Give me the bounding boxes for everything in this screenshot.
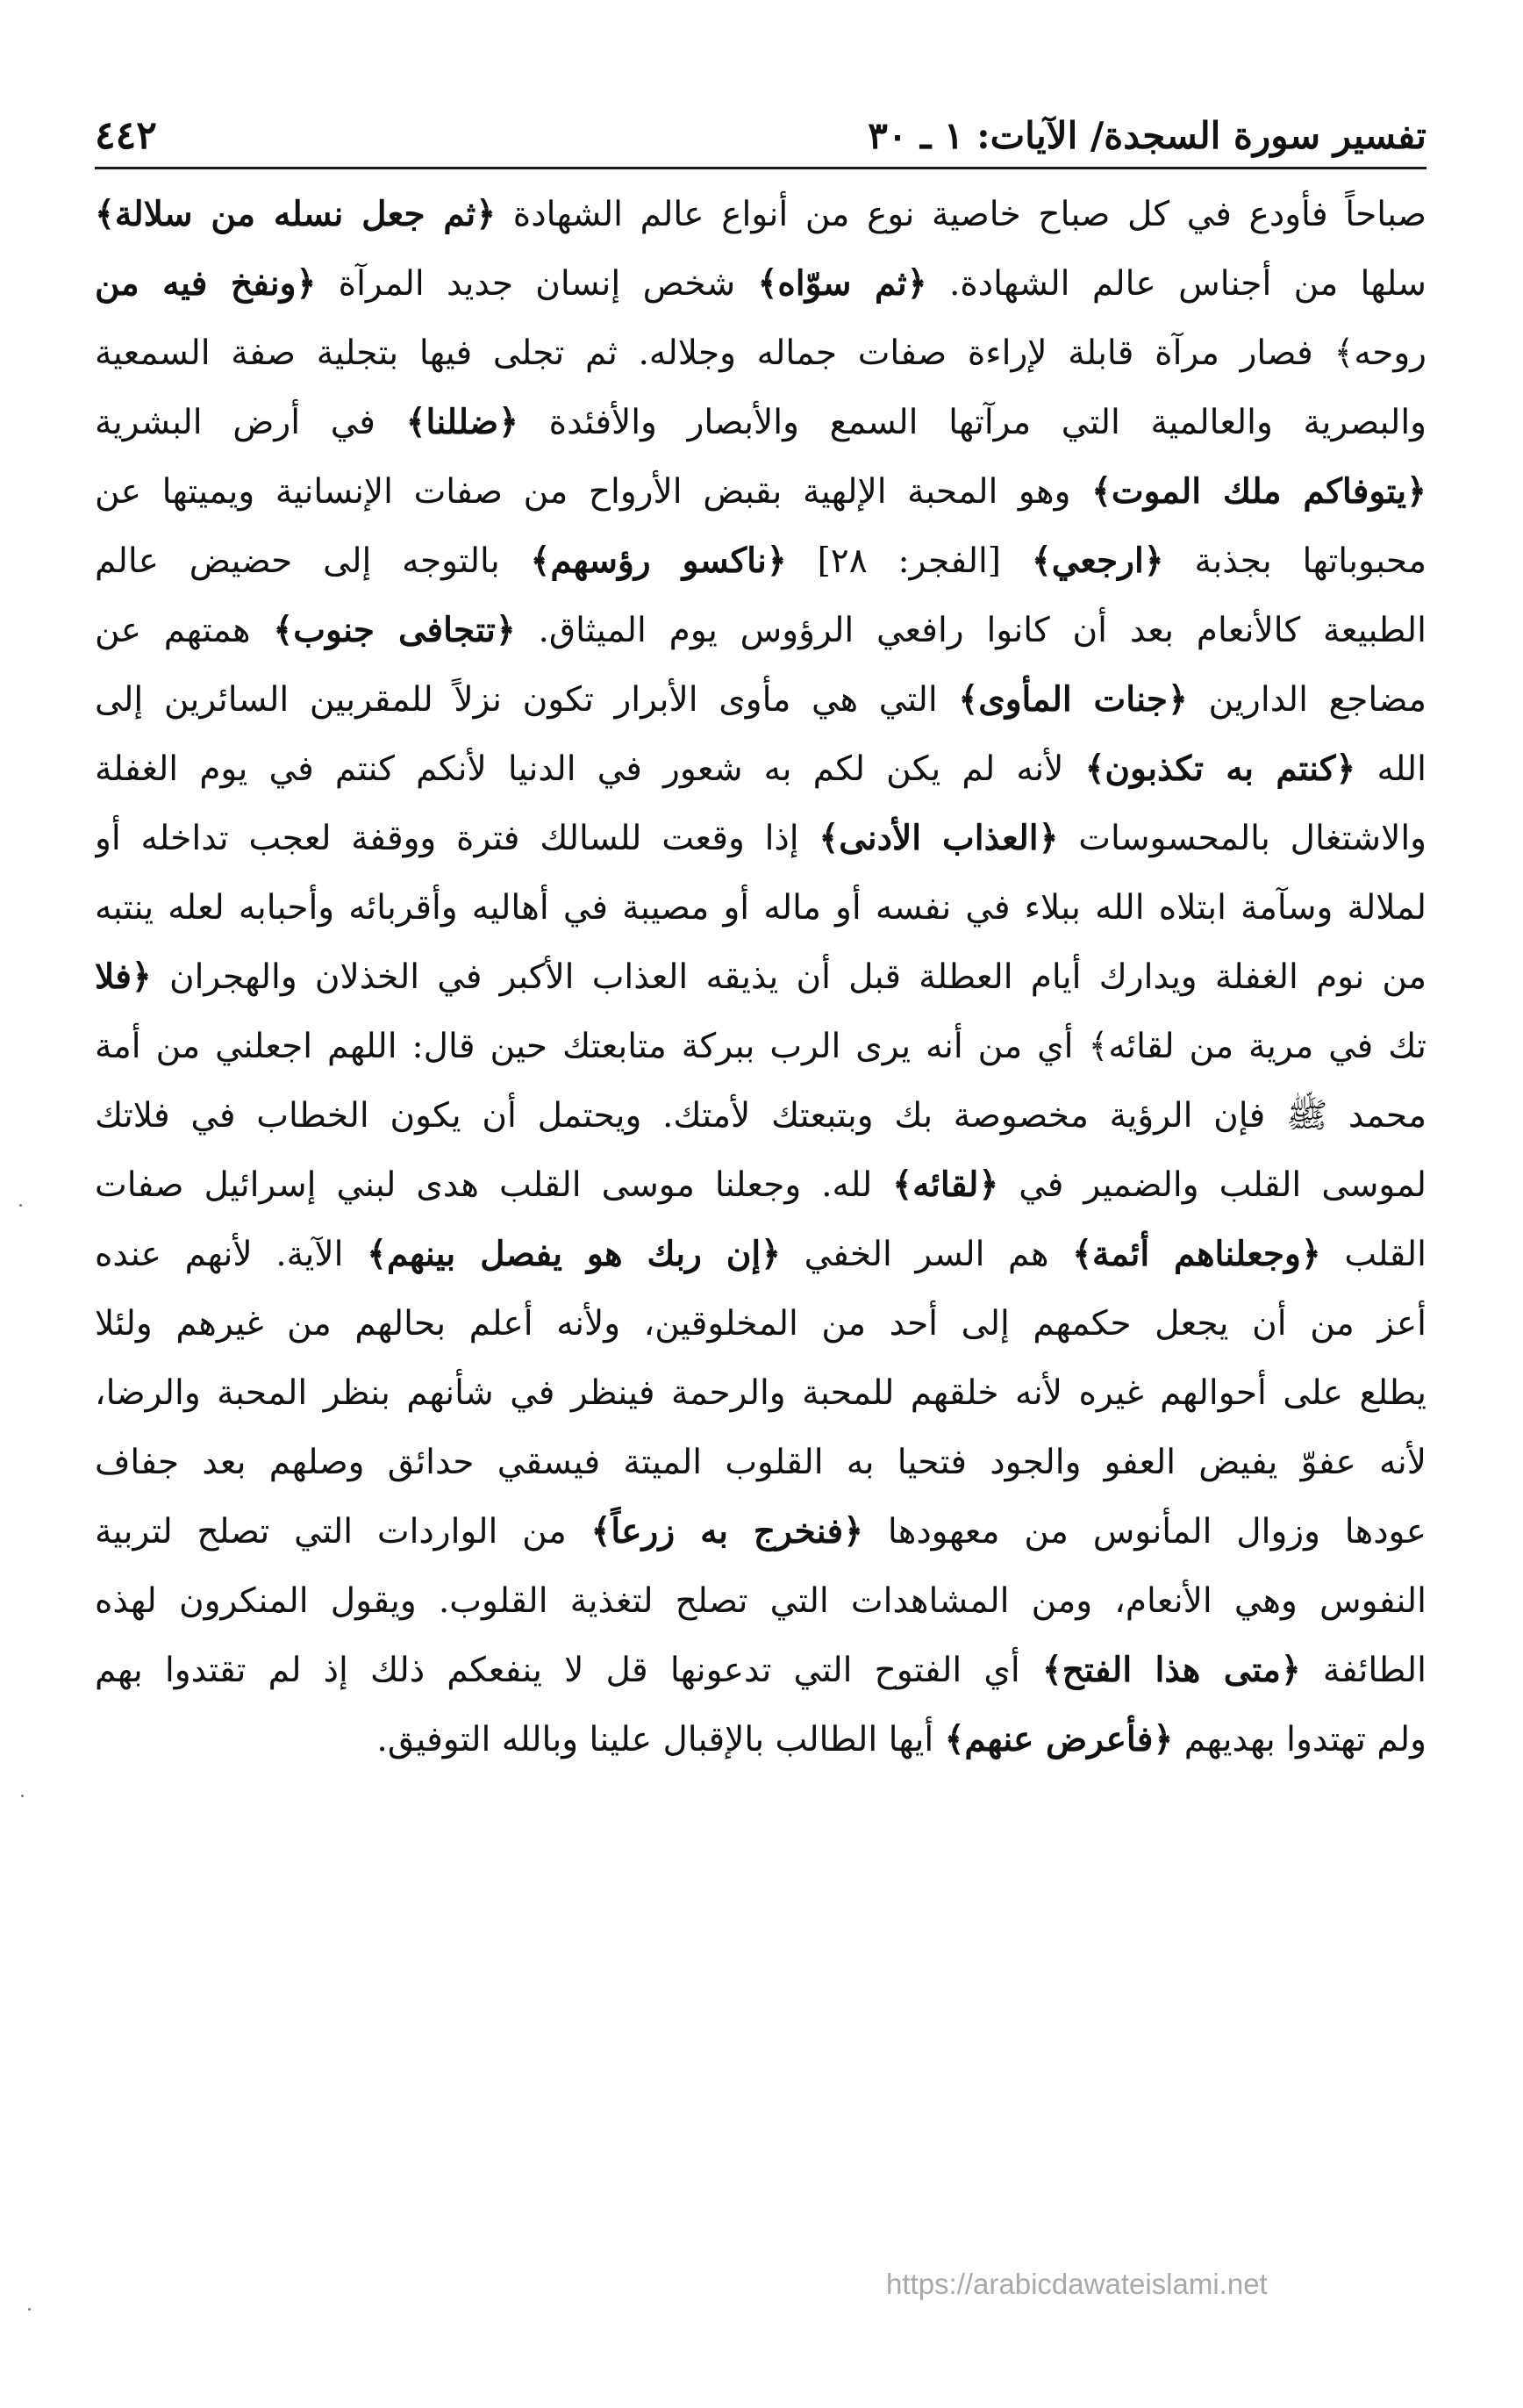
- text-line: سلها من أجناس عالم الشهادة. ﴿ثم سوّاه﴾ شخص إنسان جديد المرآة ﴿ونفخ فيه من: [95, 263, 1426, 304]
- quran-quote: ﴿ونفخ فيه من: [95, 263, 317, 304]
- quran-quote: ﴿كنتم به تكذبون﴾: [1084, 749, 1356, 789]
- text-line: روحه﴾ فصار مرآة قابلة لإراءة صفات جماله وجلاله. ثم تجلى فيها بتجلية صفة السمعية: [95, 333, 1426, 373]
- text-line: الطبيعة كالأنعام بعد أن كانوا رافعي الرؤوس يوم الميثاق. ﴿تتجافى جنوب﴾ همتهم عن: [95, 610, 1426, 650]
- quran-quote: ﴿لقائه﴾: [892, 1165, 999, 1205]
- header-title: تفسير سورة السجدة/ الآيات: ١ ـ ٣٠: [868, 113, 1426, 157]
- text-line: القلب ﴿وجعلناهم أئمة﴾ هم السر الخفي ﴿إن ربك هو يفصل بينهم﴾ الآية. لأنهم عنده: [95, 1234, 1426, 1274]
- quran-quote: ﴿ناكسو رؤسهم﴾: [530, 541, 787, 581]
- running-header: [95, 104, 1426, 169]
- quran-quote: ﴿جنات المأوى﴾: [958, 679, 1188, 720]
- text-line: لأنه عفوّ يفيض العفو والجود فتحيا به القلوب الميتة فيسقي حدائق وصلهم بعد جفاف: [95, 1443, 1426, 1482]
- text-line: والاشتغال بالمحسوسات ﴿العذاب الأدنى﴾ إذا وقعت للسالك فترة ووقفة لعجب تداخله أو: [95, 818, 1426, 858]
- scan-speck: [21, 1795, 24, 1797]
- watermark-url: https://arabicdawateislami.net: [886, 2268, 1268, 2300]
- quran-quote: ﴿تتجافى جنوب﴾: [273, 610, 516, 650]
- quran-quote: ﴿ارجعي﴾: [1031, 541, 1164, 581]
- text-line: يطلع على أحوالهم غيره لأنه خلقهم للمحبة والرحمة فينظر في شأنهم بنظر المحبة والرضا،: [95, 1373, 1426, 1413]
- text-line: تك في مرية من لقائه﴾ أي من أنه يرى الرب ببركة متابعتك حين قال: اللهم اجعلني من أمة: [95, 1027, 1426, 1066]
- text-line: أعز من أن يجعل حكمهم إلى أحد من المخلوقين، ولأنه أعلم بحالهم من غيرهم ولئلا: [95, 1304, 1426, 1344]
- quran-quote: ﴿ثم سوّاه﴾: [757, 263, 927, 304]
- quran-quote: ﴿ضللنا﴾: [405, 402, 518, 442]
- text-line: عودها وزوال المأنوس من معهودها ﴿فنخرج به زرعاً﴾ من الواردات التي تصلح لتربية: [95, 1511, 1426, 1552]
- text-line: والبصرية والعالمية التي مرآتها السمع والأبصار والأفئدة ﴿ضللنا﴾ في أرض البشرية: [95, 402, 1426, 442]
- quran-quote: ﴿إن ربك هو يفصل بينهم﴾: [367, 1234, 782, 1274]
- quran-quote: ﴿العذاب الأدنى﴾: [819, 818, 1059, 858]
- quran-quote: ﴿ثم جعل نسله من سلالة﴾: [95, 194, 497, 234]
- text-line: ولم تهتدوا بهديهم ﴿فأعرض عنهم﴾ أيها الطالب بالإقبال علينا وبالله التوفيق.: [376, 1719, 1426, 1759]
- quran-quote: ﴿متى هذا الفتح﴾: [1041, 1650, 1301, 1690]
- page-number: ٤٤٢: [95, 112, 157, 158]
- scan-speck: [28, 2308, 31, 2311]
- text-line: الطائفة ﴿متى هذا الفتح﴾ أي الفتوح التي تدعونها قل لا ينفعكم ذلك إذ لم تقتدوا بهم: [95, 1650, 1426, 1690]
- text-line: من نوم الغفلة ويدارك أيام العطلة قبل أن يذيقه العذاب الأكبر في الخذلان والهجران ﴿فلا: [95, 957, 1426, 997]
- text-line: محبوباتها بجذبة ﴿ارجعي﴾ [الفجر: ٢٨] ﴿ناكسو رؤسهم﴾ بالتوجه إلى حضيض عالم: [95, 541, 1426, 581]
- text-line: الله ﴿كنتم به تكذبون﴾ لأنه لم يكن لكم به شعور في الدنيا لأنكم كنتم في يوم الغفلة: [95, 749, 1426, 789]
- text-line: لملالة وسآمة ابتلاه الله ببلاء في نفسه أو ماله أو مصيبة في أهاليه وأقربائه وأحبابه لعله ينتبه: [95, 888, 1426, 928]
- text-line: محمد ﷺ فإن الرؤية مخصوصة بك وبتبعتك لأمتك. ويحتمل أن يكون الخطاب في فلاتك: [95, 1096, 1426, 1136]
- quran-quote: ﴿فنخرج به زرعاً﴾: [590, 1511, 864, 1552]
- text-line: مضاجع الدارين ﴿جنات المأوى﴾ التي هي مأوى الأبرار تكون نزلاً للمقربين السائرين إلى: [95, 679, 1426, 720]
- quran-quote: ﴿فلا: [95, 957, 152, 997]
- quran-quote: ﴿يتوفاكم ملك الموت﴾: [1091, 471, 1426, 512]
- quran-quote: ﴿وجعلناهم أئمة﴾: [1072, 1234, 1321, 1274]
- body-text: [95, 180, 1426, 1847]
- text-line: النفوس وهي الأنعام، ومن المشاهدات التي تصلح لتغذية القلوب. ويقول المنكرون لهذه: [95, 1581, 1426, 1621]
- text-line: لموسى القلب والضمير في ﴿لقائه﴾ لله. وجعلنا موسى القلب هدى لبني إسرائيل صفات: [95, 1165, 1426, 1205]
- quran-quote: ﴿فأعرض عنهم﴾: [944, 1719, 1174, 1759]
- scan-speck: [19, 1204, 22, 1207]
- text-line: ﴿يتوفاكم ملك الموت﴾ وهو المحبة الإلهية بقبض الأرواح من صفات الإنسانية ويميتها عن: [95, 471, 1426, 512]
- text-line: صباحاً فأودع في كل صباح خاصية نوع من أنواع عالم الشهادة ﴿ثم جعل نسله من سلالة﴾: [95, 194, 1426, 234]
